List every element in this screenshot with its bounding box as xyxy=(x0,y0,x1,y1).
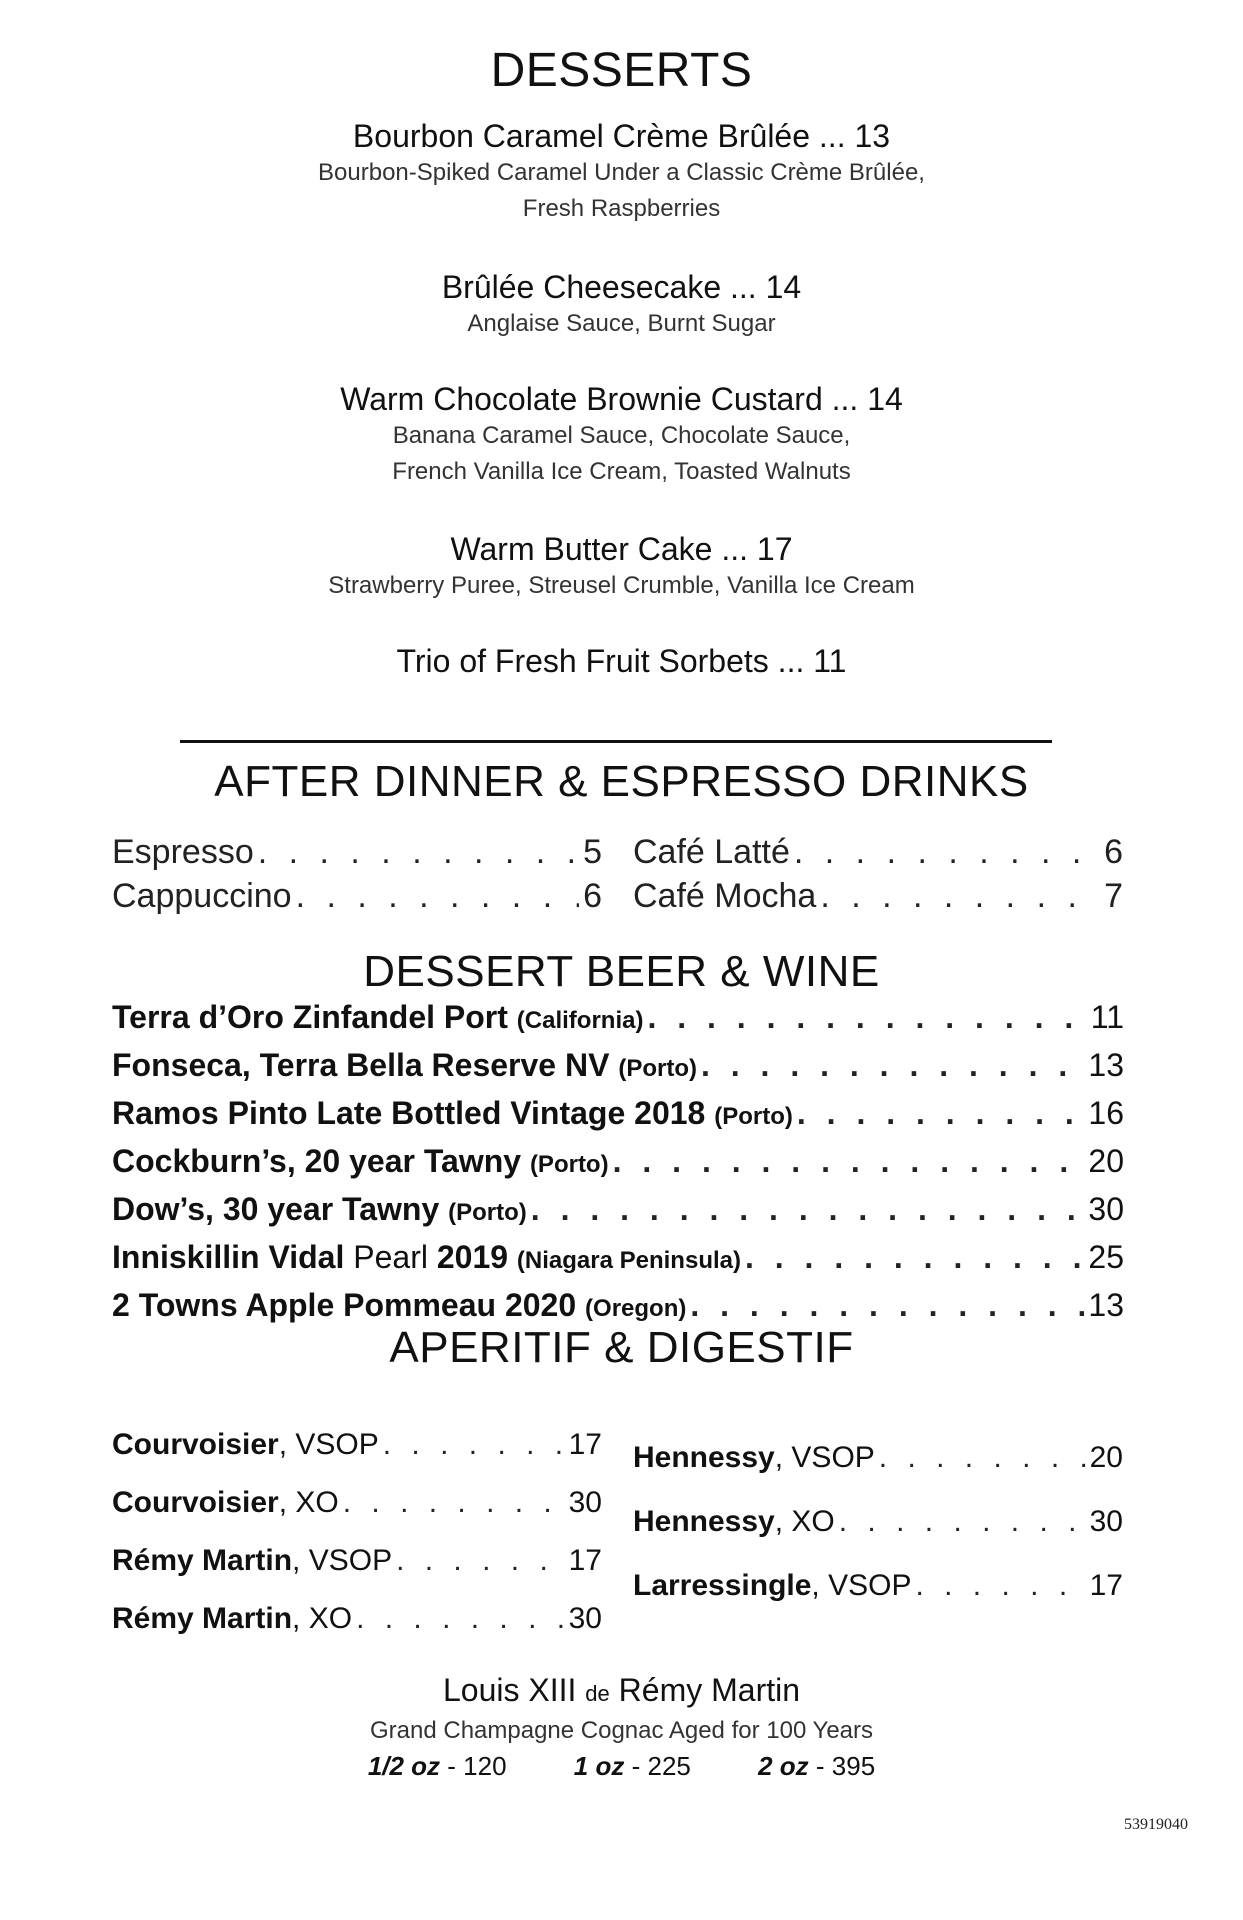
drink-price: 5 xyxy=(583,833,602,871)
wine-region: (Porto) xyxy=(714,1103,793,1130)
spirit-name: Rémy Martin, XO xyxy=(112,1602,353,1635)
wine-variety: Pearl xyxy=(353,1239,428,1275)
spirit-row xyxy=(112,1474,602,1532)
dessert-description: Fresh Raspberries xyxy=(522,195,721,222)
drink-price: 6 xyxy=(1104,833,1123,871)
louis-xiii-sizes xyxy=(0,1748,1243,1784)
espresso-left-column xyxy=(112,830,602,918)
wine-row xyxy=(112,1139,1124,1187)
spirit-price: 30 xyxy=(568,1602,602,1635)
dessert-item xyxy=(0,642,1243,680)
spirit-name: Hennessy, XO xyxy=(633,1505,835,1538)
drink-price: 6 xyxy=(583,877,602,915)
spirit-name: Hennessy, VSOP xyxy=(633,1441,875,1474)
spirit-name: Rémy Martin, VSOP xyxy=(112,1544,393,1577)
spirit-name: Larressingle, VSOP xyxy=(633,1569,912,1602)
espresso-row xyxy=(633,830,1123,874)
wine-price: 11 xyxy=(1090,999,1124,1035)
espresso-row xyxy=(633,874,1123,918)
wine-region: (Porto) xyxy=(529,1151,609,1178)
wine-price: 30 xyxy=(1088,1191,1124,1227)
wine-row xyxy=(112,995,1124,1043)
aperitif-title: APERITIF & DIGESTIF xyxy=(389,1323,854,1372)
spirit-row xyxy=(633,1554,1123,1618)
espresso-row xyxy=(112,830,602,874)
spirit-price: 17 xyxy=(1089,1569,1123,1602)
pour-size: 2 oz - 395 xyxy=(758,1751,876,1781)
louis-xiii-feature xyxy=(0,1670,1243,1784)
espresso-row xyxy=(112,874,602,918)
spirit-price: 20 xyxy=(1089,1441,1123,1474)
wine-row xyxy=(112,1187,1124,1235)
section-divider xyxy=(180,740,1052,743)
wine-name: Ramos Pinto Late Bottled Vintage 2018 (Porto) xyxy=(112,1095,793,1131)
wine-price: 20 xyxy=(1088,1143,1124,1179)
louis-xiii-description: Grand Champagne Cognac Aged for 100 Years xyxy=(369,1717,874,1744)
wine-name: Inniskillin Vidal Pearl 2019 (Niagara Peninsula) xyxy=(112,1239,741,1275)
spirit-row xyxy=(633,1426,1123,1490)
dessert-name: Trio of Fresh Fruit Sorbets ... 11 xyxy=(396,643,847,679)
dessert-name: Brûlée Cheesecake ... 14 xyxy=(441,269,802,305)
beer-wine-list xyxy=(112,995,1124,1331)
wine-region: (Niagara Peninsula) xyxy=(516,1247,741,1274)
drink-name: Café Latté xyxy=(633,833,790,871)
dessert-name: Warm Chocolate Brownie Custard ... 14 xyxy=(340,381,903,417)
drink-name: Cappuccino xyxy=(112,877,292,915)
spirit-price: 17 xyxy=(568,1428,602,1461)
dessert-item xyxy=(0,380,1243,490)
desserts-title: DESSERTS xyxy=(490,44,753,97)
wine-region: (Oregon) xyxy=(585,1295,687,1322)
dessert-description: Bourbon-Spiked Caramel Under a Classic Crème Brûlée, xyxy=(318,159,925,186)
wine-region: (Porto) xyxy=(448,1199,527,1226)
spirit-price: 30 xyxy=(568,1486,602,1519)
spirit-price: 17 xyxy=(568,1544,602,1577)
wine-region: (Porto) xyxy=(618,1055,697,1082)
wine-price: 13 xyxy=(1088,1287,1124,1323)
dessert-item xyxy=(0,530,1243,604)
spirit-price: 30 xyxy=(1089,1505,1123,1538)
dessert-description: Banana Caramel Sauce, Chocolate Sauce, xyxy=(392,422,851,449)
wine-price: 16 xyxy=(1088,1095,1124,1131)
aperitif-left-column xyxy=(112,1416,602,1648)
dessert-item xyxy=(0,117,1243,227)
wine-name: Dow’s, 30 year Tawny (Porto) xyxy=(112,1191,527,1227)
espresso-title: AFTER DINNER & ESPRESSO DRINKS xyxy=(214,757,1029,806)
spirit-row xyxy=(112,1590,602,1648)
wine-price: 13 xyxy=(1088,1047,1124,1083)
wine-name: 2 Towns Apple Pommeau 2020 (Oregon) xyxy=(112,1287,687,1323)
wine-price: 25 xyxy=(1088,1239,1124,1275)
wine-row xyxy=(112,1091,1124,1139)
dessert-description: French Vanilla Ice Cream, Toasted Walnuts xyxy=(392,458,851,485)
drink-name: Espresso xyxy=(112,833,254,871)
spirit-row xyxy=(112,1416,602,1474)
beer-wine-title: DESSERT BEER & WINE xyxy=(363,947,880,996)
wine-name: Fonseca, Terra Bella Reserve NV (Porto) xyxy=(112,1047,697,1083)
wine-row xyxy=(112,1043,1124,1091)
louis-xiii-name: Louis XIII de Rémy Martin xyxy=(442,1672,801,1708)
spirit-name: Courvoisier, VSOP xyxy=(112,1428,379,1461)
dessert-description: Anglaise Sauce, Burnt Sugar xyxy=(467,310,776,337)
aperitif-right-column xyxy=(633,1426,1123,1618)
spirit-row xyxy=(633,1490,1123,1554)
wine-row xyxy=(112,1235,1124,1283)
spirit-name: Courvoisier, XO xyxy=(112,1486,339,1519)
dessert-item xyxy=(0,268,1243,342)
dessert-name: Warm Butter Cake ... 17 xyxy=(450,531,793,567)
wine-name: Terra d’Oro Zinfandel Port (California) xyxy=(112,999,644,1035)
menu-code: 53919040 xyxy=(1124,1816,1188,1833)
pour-size: 1/2 oz - 120 xyxy=(367,1751,507,1781)
wine-name: Cockburn’s, 20 year Tawny (Porto) xyxy=(112,1143,609,1179)
dessert-description: Strawberry Puree, Streusel Crumble, Vanilla Ice Cream xyxy=(328,572,915,599)
spirit-row xyxy=(112,1532,602,1590)
drink-price: 7 xyxy=(1104,877,1123,915)
wine-region: (California) xyxy=(516,1007,644,1034)
drink-name: Café Mocha xyxy=(633,877,817,915)
dessert-name: Bourbon Caramel Crème Brûlée ... 13 xyxy=(352,118,891,154)
pour-size: 1 oz - 225 xyxy=(573,1751,691,1781)
espresso-right-column xyxy=(633,830,1123,918)
